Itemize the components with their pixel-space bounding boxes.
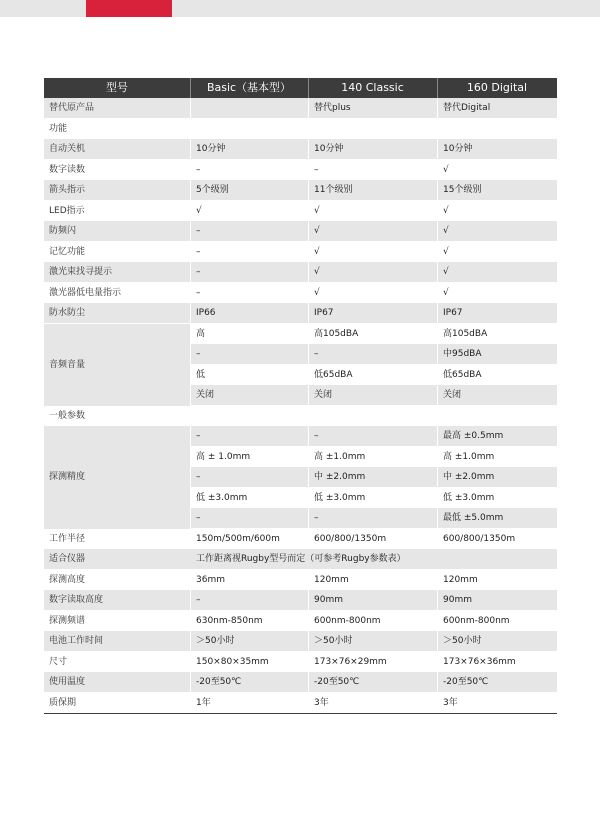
- row-value: 90mm: [443, 595, 472, 605]
- column-divider: [308, 652, 309, 672]
- header-cell: Basic（基本型）: [190, 78, 308, 98]
- table-row: [44, 590, 557, 610]
- row-label: 激光束找寻提示: [49, 267, 113, 277]
- column-divider: [308, 283, 309, 303]
- row-value: 15个级别: [443, 185, 482, 195]
- top-accent-bar: [86, 0, 172, 17]
- row-value: [196, 98, 311, 118]
- row-value: –: [314, 164, 319, 175]
- column-divider: [190, 324, 191, 344]
- row-label: 防水防尘: [49, 308, 86, 318]
- row-value: 高 ±1.0mm: [314, 451, 366, 462]
- row-value: 高105dBA: [314, 328, 359, 339]
- column-divider: [190, 201, 191, 221]
- column-divider: [308, 201, 309, 221]
- column-divider: [437, 221, 438, 241]
- row-value: 低: [196, 369, 206, 380]
- column-divider: [190, 283, 191, 303]
- table-row: [44, 139, 557, 159]
- row-value: 150m/500m/600m: [196, 533, 280, 544]
- column-divider: [308, 488, 309, 508]
- column-divider: [190, 365, 191, 385]
- group-label: 音频音量: [49, 359, 86, 370]
- row-value: –: [196, 431, 201, 441]
- column-divider: [437, 344, 438, 364]
- table-bottom-rule: [44, 713, 557, 714]
- column-divider: [437, 98, 438, 118]
- column-divider: [308, 303, 309, 323]
- column-divider: [437, 611, 438, 631]
- row-value: 关闭: [196, 390, 215, 400]
- row-value: 1年: [196, 697, 211, 708]
- row-label: 功能: [49, 123, 68, 134]
- row-value: √: [443, 205, 449, 216]
- column-divider: [190, 242, 191, 262]
- row-value: √: [443, 246, 449, 257]
- column-divider: [437, 406, 438, 426]
- column-divider: [308, 672, 309, 692]
- column-divider: [437, 242, 438, 262]
- table-row: [44, 180, 557, 200]
- column-divider: [190, 180, 191, 200]
- row-value: [443, 119, 557, 139]
- column-divider: [190, 467, 191, 487]
- row-label: 数字读数: [49, 164, 86, 175]
- row-label: 数字读取高度: [49, 595, 104, 605]
- row-label: 替代原产品: [49, 103, 95, 113]
- table-row: [44, 160, 557, 180]
- table-row: [44, 652, 557, 672]
- column-divider: [437, 570, 438, 590]
- row-value: –: [196, 267, 201, 277]
- column-divider: [437, 385, 438, 405]
- row-value: 中 ±2.0mm: [443, 472, 495, 482]
- row-value: [314, 119, 436, 139]
- row-value: √: [314, 246, 320, 257]
- column-divider: [190, 406, 191, 426]
- column-divider: [437, 447, 438, 467]
- row-label: 自动关机: [49, 144, 86, 154]
- column-divider: [190, 508, 191, 528]
- column-divider: [190, 385, 191, 405]
- column-divider: [437, 139, 438, 159]
- row-label: 一般参数: [49, 410, 86, 421]
- row-value: √: [314, 267, 320, 277]
- row-label: 探测频谱: [49, 615, 86, 626]
- group-label: 探测精度: [49, 472, 86, 483]
- row-value: 低 ±3.0mm: [196, 492, 248, 503]
- row-value: 36mm: [196, 574, 225, 585]
- row-label: 箭头指示: [49, 185, 86, 195]
- row-value: √: [314, 287, 320, 298]
- row-value: 3年: [314, 697, 329, 708]
- column-divider: [437, 693, 438, 713]
- row-value: 高105dBA: [443, 328, 488, 339]
- column-divider: [190, 672, 191, 692]
- row-value: 600/800/1350m: [314, 533, 387, 544]
- column-divider: [190, 303, 191, 323]
- row-value: 中95dBA: [443, 349, 482, 359]
- column-divider: [437, 365, 438, 385]
- column-divider: [190, 652, 191, 672]
- column-divider: [308, 467, 309, 487]
- column-divider: [437, 262, 438, 282]
- group-label-block: [44, 426, 190, 529]
- column-divider: [190, 590, 191, 610]
- column-divider: [190, 426, 191, 446]
- row-value: √: [314, 205, 320, 216]
- row-value: √: [314, 226, 320, 236]
- column-divider: [308, 529, 309, 549]
- column-divider: [308, 570, 309, 590]
- column-divider: [437, 672, 438, 692]
- row-value: 600nm-800nm: [443, 615, 510, 626]
- column-divider: [437, 283, 438, 303]
- row-value: [196, 406, 311, 426]
- column-divider: [190, 139, 191, 159]
- column-divider: [190, 693, 191, 713]
- row-value: 600nm-800nm: [314, 615, 381, 626]
- row-label: 激光器低电量指示: [49, 287, 122, 298]
- column-divider: [308, 262, 309, 282]
- row-value: –: [196, 349, 201, 359]
- row-label: 工作半径: [49, 533, 86, 544]
- column-divider: [190, 119, 191, 139]
- row-value: ＞50小时: [314, 636, 353, 646]
- column-divider: [190, 447, 191, 467]
- table-row: [44, 570, 557, 590]
- table-row: [44, 262, 557, 282]
- table-row: [44, 549, 557, 569]
- column-divider: [437, 467, 438, 487]
- column-divider: [308, 631, 309, 651]
- row-value: 高 ±1.0mm: [443, 451, 495, 462]
- column-divider: [437, 426, 438, 446]
- column-divider: [308, 344, 309, 364]
- row-value: –: [196, 164, 201, 175]
- row-value: –: [196, 472, 201, 482]
- row-label: 尺寸: [49, 656, 68, 667]
- row-value: 低65dBA: [314, 369, 353, 380]
- row-value: √: [443, 164, 449, 175]
- table-row: [44, 303, 557, 323]
- row-value: 低65dBA: [443, 369, 482, 380]
- row-value: [443, 406, 557, 426]
- column-divider: [190, 631, 191, 651]
- row-value: 90mm: [314, 595, 343, 605]
- column-divider: [190, 262, 191, 282]
- row-label: 探测高度: [49, 574, 86, 585]
- table-row: [44, 201, 557, 221]
- row-value: –: [196, 595, 201, 605]
- row-value: 低 ±3.0mm: [443, 492, 495, 503]
- column-divider: [437, 201, 438, 221]
- row-value: –: [314, 513, 319, 523]
- row-value: 10分钟: [314, 144, 344, 154]
- row-value: 3年: [443, 697, 458, 708]
- row-value: –: [196, 226, 201, 236]
- column-divider: [308, 98, 309, 118]
- row-value: 最高 ±0.5mm: [443, 431, 504, 441]
- row-value: –: [196, 513, 201, 523]
- column-divider: [308, 180, 309, 200]
- header-cell: 型号: [44, 78, 190, 98]
- header-divider: [190, 78, 191, 98]
- group-label-block: [44, 324, 190, 406]
- column-divider: [308, 139, 309, 159]
- row-value: -20至50℃: [314, 677, 360, 687]
- header-divider: [437, 78, 438, 98]
- row-value: 150×80×35mm: [196, 656, 269, 667]
- header-cell: 160 Digital: [437, 78, 557, 98]
- row-value: 120mm: [314, 574, 349, 585]
- column-divider: [190, 488, 191, 508]
- column-divider: [437, 160, 438, 180]
- column-divider: [190, 570, 191, 590]
- row-value: -20至50℃: [196, 677, 242, 687]
- column-divider: [308, 242, 309, 262]
- column-divider: [437, 529, 438, 549]
- table-row: [44, 693, 557, 713]
- row-label: 使用温度: [49, 677, 86, 687]
- row-value: 关闭: [443, 390, 462, 400]
- row-value: IP67: [443, 308, 463, 318]
- row-value: 10分钟: [443, 144, 473, 154]
- column-divider: [437, 324, 438, 344]
- header-divider: [308, 78, 309, 98]
- row-value: –: [196, 246, 201, 257]
- row-value: 高: [196, 328, 206, 339]
- row-value: –: [314, 431, 319, 441]
- row-value-span: 工作距离视Rugby型号而定（可参考Rugby参数表）: [196, 554, 406, 564]
- row-value: √: [196, 205, 202, 216]
- row-value: ＞50小时: [196, 636, 235, 646]
- row-value: 替代plus: [314, 103, 351, 113]
- table-row: [44, 611, 557, 631]
- row-label: 防频闪: [49, 226, 77, 236]
- row-value: √: [443, 267, 449, 277]
- row-label: 记忆功能: [49, 246, 86, 257]
- column-divider: [308, 611, 309, 631]
- column-divider: [437, 652, 438, 672]
- row-value: –: [314, 349, 319, 359]
- table-row: [44, 672, 557, 692]
- row-label: LED指示: [49, 205, 85, 216]
- column-divider: [437, 119, 438, 139]
- row-value: ＞50小时: [443, 636, 482, 646]
- column-divider: [437, 590, 438, 610]
- row-label: 电池工作时间: [49, 636, 104, 646]
- column-divider: [437, 180, 438, 200]
- table-row: [44, 98, 557, 118]
- row-value: √: [443, 226, 449, 236]
- row-value: 替代Digital: [443, 103, 491, 113]
- table-row: [44, 406, 557, 426]
- table-row: [44, 529, 557, 549]
- column-divider: [190, 344, 191, 364]
- row-value: –: [196, 287, 201, 298]
- row-value: 173×76×36mm: [443, 656, 516, 667]
- column-divider: [437, 488, 438, 508]
- row-value: IP67: [314, 308, 334, 318]
- row-value: [196, 119, 311, 139]
- column-divider: [437, 631, 438, 651]
- row-value: 高 ± 1.0mm: [196, 451, 251, 462]
- row-value: 低 ±3.0mm: [314, 492, 366, 503]
- row-value: 173×76×29mm: [314, 656, 387, 667]
- table-row: [44, 283, 557, 303]
- column-divider: [190, 529, 191, 549]
- column-divider: [308, 406, 309, 426]
- column-divider: [308, 324, 309, 344]
- row-value: 600/800/1350m: [443, 533, 516, 544]
- row-value: 10分钟: [196, 144, 226, 154]
- table-row: [44, 631, 557, 651]
- column-divider: [437, 508, 438, 528]
- column-divider: [308, 447, 309, 467]
- column-divider: [308, 365, 309, 385]
- row-label: 适合仪器: [49, 554, 86, 564]
- table-row: [44, 242, 557, 262]
- row-value: 11个级别: [314, 185, 353, 195]
- column-divider: [190, 160, 191, 180]
- column-divider: [190, 98, 191, 118]
- row-value: √: [443, 287, 449, 298]
- column-divider: [308, 590, 309, 610]
- row-value: [314, 406, 436, 426]
- row-value: 中 ±2.0mm: [314, 472, 366, 482]
- row-label: 质保期: [49, 697, 77, 708]
- column-divider: [308, 221, 309, 241]
- column-divider: [437, 303, 438, 323]
- table-row: [44, 221, 557, 241]
- row-value: 最低 ±5.0mm: [443, 513, 504, 523]
- column-divider: [308, 385, 309, 405]
- row-value: 120mm: [443, 574, 478, 585]
- row-value: -20至50℃: [443, 677, 489, 687]
- column-divider: [190, 611, 191, 631]
- table-row: [44, 119, 557, 139]
- column-divider: [308, 693, 309, 713]
- column-divider: [190, 221, 191, 241]
- column-divider: [308, 426, 309, 446]
- column-divider: [308, 508, 309, 528]
- row-value: 5个级别: [196, 185, 229, 195]
- header-cell: 140 Classic: [308, 78, 437, 98]
- row-value: IP66: [196, 308, 216, 318]
- column-divider: [308, 119, 309, 139]
- row-value: 630nm-850nm: [196, 615, 263, 626]
- column-divider: [308, 160, 309, 180]
- row-value: 关闭: [314, 390, 333, 400]
